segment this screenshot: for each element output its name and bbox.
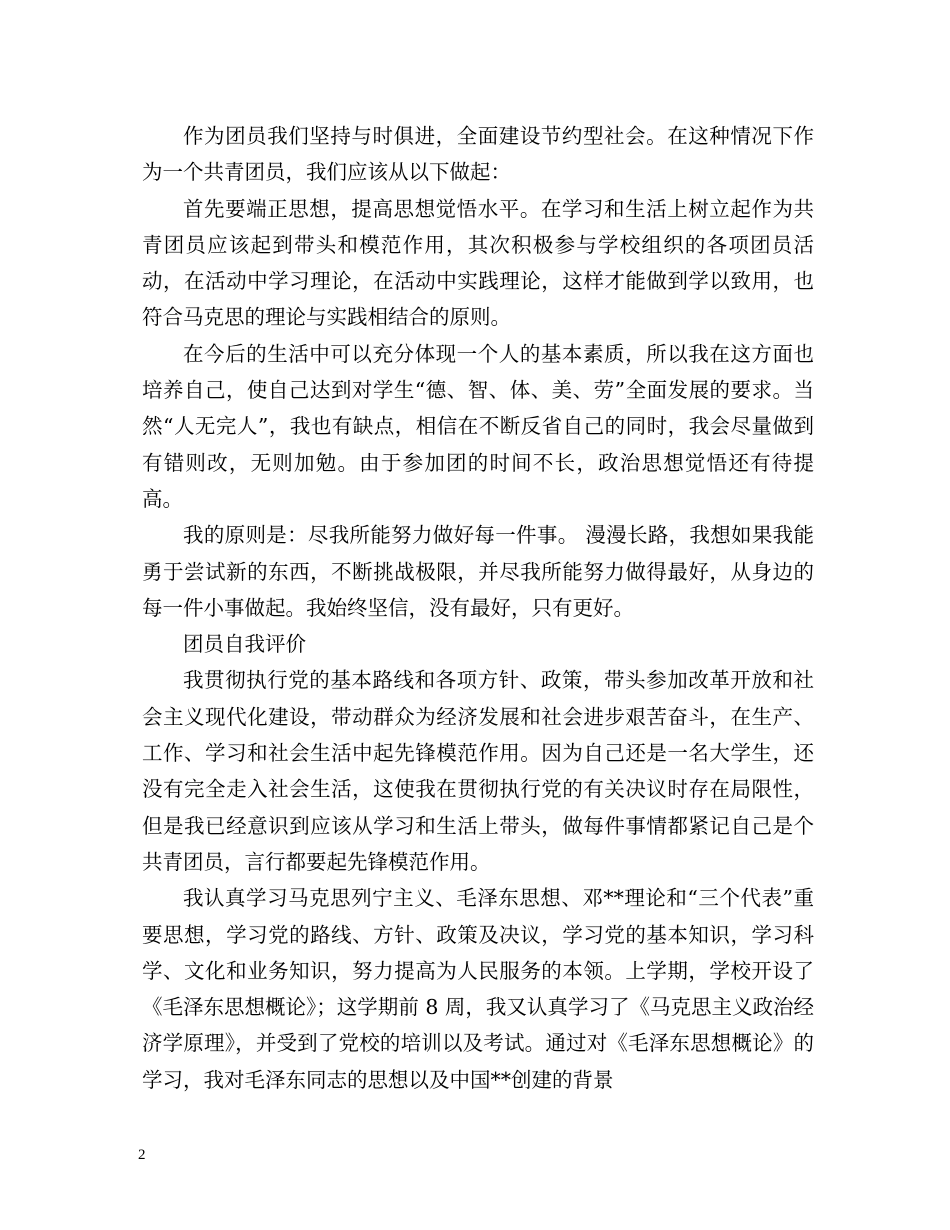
paragraph: 我贯彻执行党的基本路线和各项方针、政策，带头参加改革开放和社会主义现代化建设，带动群众为经济发展和社会进步艰苦奋斗，在生产、工作、学习和社会生活中起先锋模范作用。因为自己还是一名大学生，还没有完全走入社会生活，这使我在贯彻执行党的有关决议时存在局限性，但是我已经意识到应该从学习和生活上带头，做每件事情都紧记自己是个共青团员，言行都要起先锋模范作用。 — [142, 668, 814, 874]
section-heading: 团员自我评价 — [183, 632, 306, 657]
document-body — [142, 118, 814, 1098]
paragraph: 我的原则是：尽我所能努力做好每一件事。 漫漫长路，我想如果我能勇于尝试新的东西，不断挑战极限，并尽我所能努力做得最好，从身边的每一件小事做起。我始终坚信，没有最好，只有更好。 — [142, 523, 814, 620]
page-number: 2 — [138, 1147, 146, 1163]
paragraph: 作为团员我们坚持与时俱进，全面建设节约型社会。在这种情况下作为一个共青团员，我们应该从以下做起： — [142, 124, 814, 185]
paragraph: 在今后的生活中可以充分体现一个人的基本素质，所以我在这方面也培养自己，使自己达到对学生“德、智、体、美、劳”全面发展的要求。当然“人无完人”，我也有缺点，相信在不断反省自己的同时，我会尽量做到有错则改，无则加勉。由于参加团的时间不长，政治思想觉悟还有待提高。 — [142, 341, 814, 511]
paragraph: 我认真学习马克思列宁主义、毛泽东思想、邓**理论和“三个代表”重要思想，学习党的路线、方针、政策及决议，学习党的基本知识，学习科学、文化和业务知识，努力提高为人民服务的本领。上学期，学校开设了《毛泽东思想概论》；这学期前 8 周，我又认真学习了《马克思主义政治经济学原理》，并受到了党校的培训以及考试。通过对《毛泽东思想概论》的学习，我对毛泽东同志的思想以及中国**创建的背景 — [142, 886, 814, 1092]
paragraph: 首先要端正思想，提高思想觉悟水平。在学习和生活上树立起作为共青团员应该起到带头和模范作用，其次积极参与学校组织的各项团员活动，在活动中学习理论，在活动中实践理论，这样才能做到学以致用，也符合马克思的理论与实践相结合的原则。 — [142, 196, 814, 330]
